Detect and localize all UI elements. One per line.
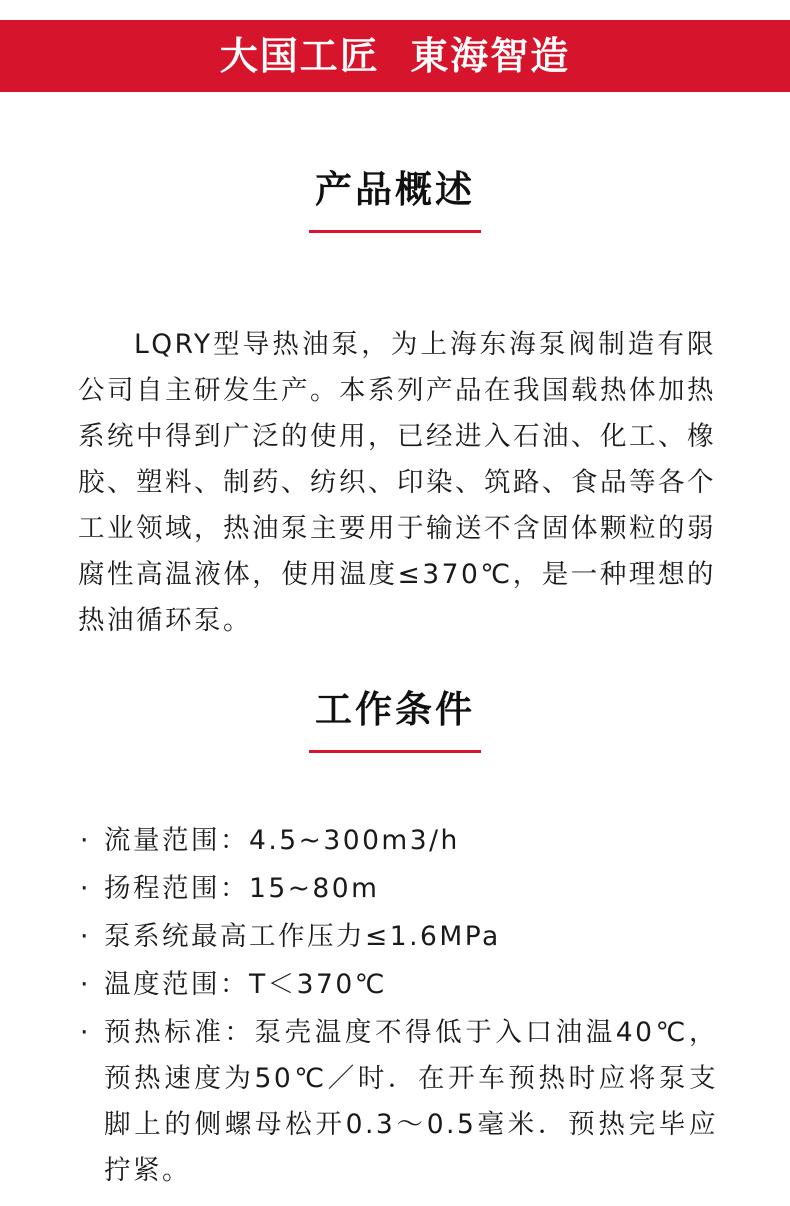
list-item xyxy=(78,1010,718,1194)
bullet-icon: · xyxy=(80,969,91,1000)
bullet-icon: · xyxy=(80,873,91,904)
conditions-heading-rule xyxy=(309,750,481,753)
top-banner xyxy=(0,20,790,92)
list-item xyxy=(78,866,718,912)
overview-heading-rule xyxy=(309,230,481,233)
list-item-text: 流量范围：4.5~300m3/h xyxy=(104,825,460,856)
list-item-text: 温度范围：T＜370℃ xyxy=(104,969,388,1000)
banner-title: 大国工匠 東海智造 xyxy=(219,34,571,78)
bullet-icon: · xyxy=(80,1017,91,1048)
working-conditions-list xyxy=(78,818,718,1196)
list-item-text: 扬程范围：15~80m xyxy=(104,873,380,904)
list-item-text: 泵系统最高工作压力≤1.6MPa xyxy=(104,921,501,952)
section-heading-conditions xyxy=(0,688,790,753)
list-item xyxy=(78,818,718,864)
section-heading-overview xyxy=(0,168,790,233)
bullet-icon: · xyxy=(80,825,91,856)
list-item xyxy=(78,914,718,960)
overview-title: 产品概述 xyxy=(315,168,475,211)
overview-paragraph: LQRY型导热油泵，为上海东海泵阀制造有限公司自主研发生产。本系列产品在我国载热体加热系统中得到广泛的使用，已经进入石油、化工、橡胶、塑料、制药、纺织、印染、筑路、食品等各个工业领域，热油泵主要用于输送不含固体颗粒的弱腐性高温液体，使用温度≤370℃，是一种理想的热油循环泵。 xyxy=(78,328,716,636)
list-item-text: 预热标准：泵壳温度不得低于入口油温40℃，预热速度为50℃／时．在开车预热时应将泵支脚上的侧螺母松开0.3～0.5毫米．预热完毕应拧紧。 xyxy=(104,1017,718,1186)
list-item xyxy=(78,962,718,1008)
conditions-title: 工作条件 xyxy=(315,688,475,731)
bullet-icon: · xyxy=(80,921,91,952)
